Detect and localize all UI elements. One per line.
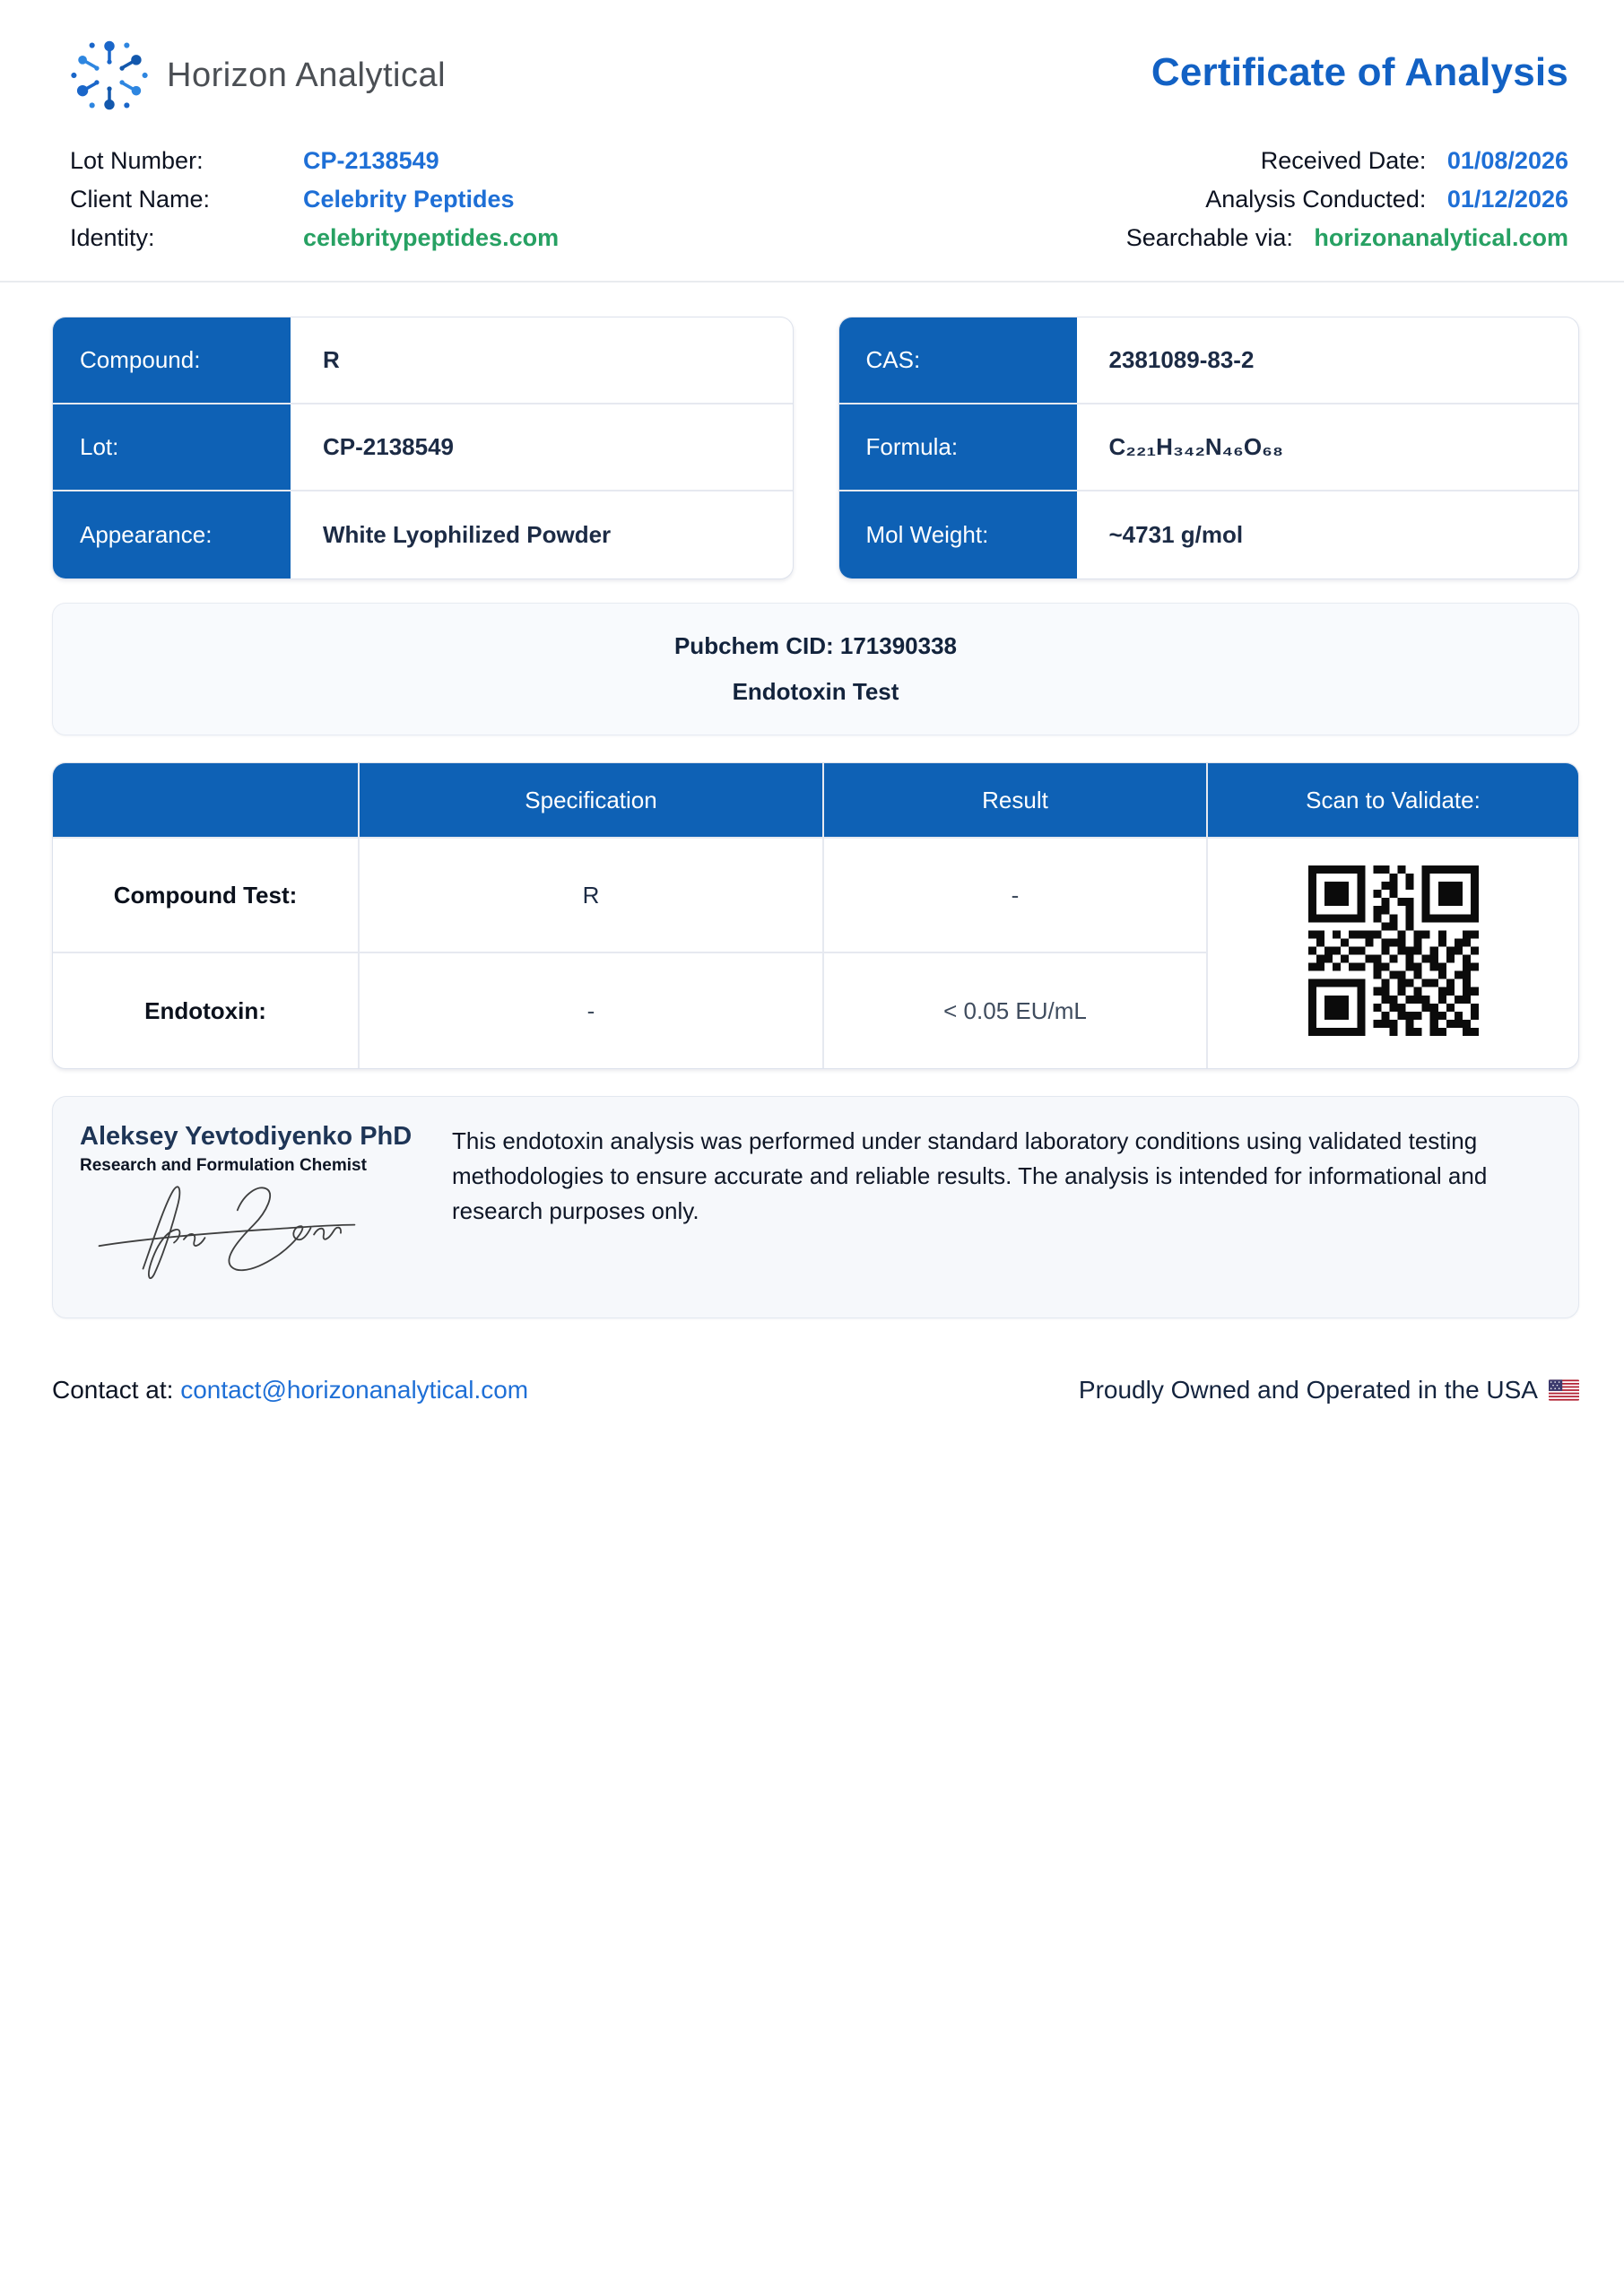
signer-role: Research and Formulation Chemist	[80, 1156, 367, 1175]
lot-number-value: CP-2138549	[303, 147, 439, 174]
contact-label: Contact at:	[52, 1376, 174, 1404]
results-header-empty	[53, 763, 360, 839]
lot-number-label: Lot Number:	[70, 147, 204, 174]
chemical-info-table	[838, 317, 1580, 579]
compound-info-table	[52, 317, 794, 579]
results-table	[52, 762, 1579, 1069]
signature-image	[92, 1178, 361, 1292]
endotoxin-specification: -	[360, 953, 824, 1068]
info-tables	[52, 317, 1579, 579]
compound-label: Compound:	[53, 317, 291, 404]
ownership-line	[1079, 1376, 1579, 1405]
analysis-conducted-row	[1126, 180, 1568, 219]
endotoxin-test-title: Endotoxin Test	[732, 678, 899, 705]
pubchem-box	[52, 603, 1579, 735]
header-divider	[0, 281, 1624, 283]
meta-section	[52, 142, 1579, 257]
compound-value: R	[291, 317, 793, 404]
lot-value: CP-2138549	[291, 404, 793, 491]
endotoxin-result: < 0.05 EU/mL	[824, 953, 1208, 1068]
received-date-label: Received Date:	[1260, 147, 1427, 174]
cas-label: CAS:	[839, 317, 1077, 404]
ownership-text: Proudly Owned and Operated in the USA	[1078, 1376, 1538, 1404]
qr-code	[1308, 865, 1479, 1042]
pubchem-cid: Pubchem CID: 171390338	[673, 632, 958, 659]
client-name-value: Celebrity Peptides	[303, 186, 515, 213]
signature-card	[52, 1096, 1579, 1318]
client-name-row	[70, 180, 559, 219]
compound-test-specification: R	[360, 839, 824, 953]
results-header-scan: Scan to Validate:	[1208, 763, 1578, 839]
page-title: Certificate of Analysis	[1151, 50, 1568, 94]
endotoxin-label: Endotoxin:	[53, 953, 360, 1068]
lot-number-row	[70, 142, 559, 180]
mol-weight-label: Mol Weight:	[839, 491, 1077, 578]
appearance-value: White Lyophilized Powder	[323, 521, 612, 548]
identity-label: Identity:	[70, 224, 155, 251]
qr-cell	[1208, 839, 1578, 1068]
usa-flag-icon	[1549, 1379, 1579, 1401]
brand-logo-icon	[70, 36, 149, 115]
brand-name: Horizon Analytical	[167, 56, 447, 94]
results-header-result: Result	[824, 763, 1208, 839]
mol-weight-value: ~4731 g/mol	[1108, 521, 1244, 548]
disclaimer-text: This endotoxin analysis was performed under standard laboratory conditions using validated testing methodologies to ensure accurate and reliable results. The analysis is intended for informational and research purposes only.	[452, 1127, 1488, 1224]
brand	[70, 36, 446, 115]
meta-right	[1126, 142, 1568, 257]
analysis-conducted-label: Analysis Conducted:	[1205, 186, 1427, 213]
identity-link[interactable]: celebritypeptides.com	[303, 224, 560, 251]
compound-test-label: Compound Test:	[53, 839, 360, 953]
contact-line	[52, 1376, 528, 1405]
cas-value: 2381089-83-2	[1077, 317, 1579, 404]
client-name-label: Client Name:	[70, 186, 211, 213]
results-header-specification: Specification	[360, 763, 824, 839]
formula-value: C₂₂₁H₃₄₂N₄₆O₆₈	[1077, 404, 1579, 491]
appearance-label: Appearance:	[53, 491, 291, 578]
lot-label: Lot:	[53, 404, 291, 491]
meta-left	[70, 142, 559, 257]
footer	[52, 1376, 1579, 1405]
searchable-via-row	[1126, 219, 1568, 257]
identity-row	[70, 219, 559, 257]
received-date-row	[1126, 142, 1568, 180]
searchable-via-link[interactable]: horizonanalytical.com	[1314, 224, 1568, 251]
header	[52, 36, 1579, 115]
signer-block	[80, 1122, 452, 1296]
formula-label: Formula:	[839, 404, 1077, 491]
signer-name: Aleksey Yevtodiyenko PhD	[80, 1122, 413, 1151]
received-date-value: 01/08/2026	[1446, 147, 1568, 174]
compound-test-result: -	[824, 839, 1208, 953]
contact-email-link[interactable]: contact@horizonanalytical.com	[180, 1376, 529, 1404]
searchable-via-label: Searchable via:	[1125, 224, 1293, 251]
analysis-conducted-value: 01/12/2026	[1446, 186, 1568, 213]
